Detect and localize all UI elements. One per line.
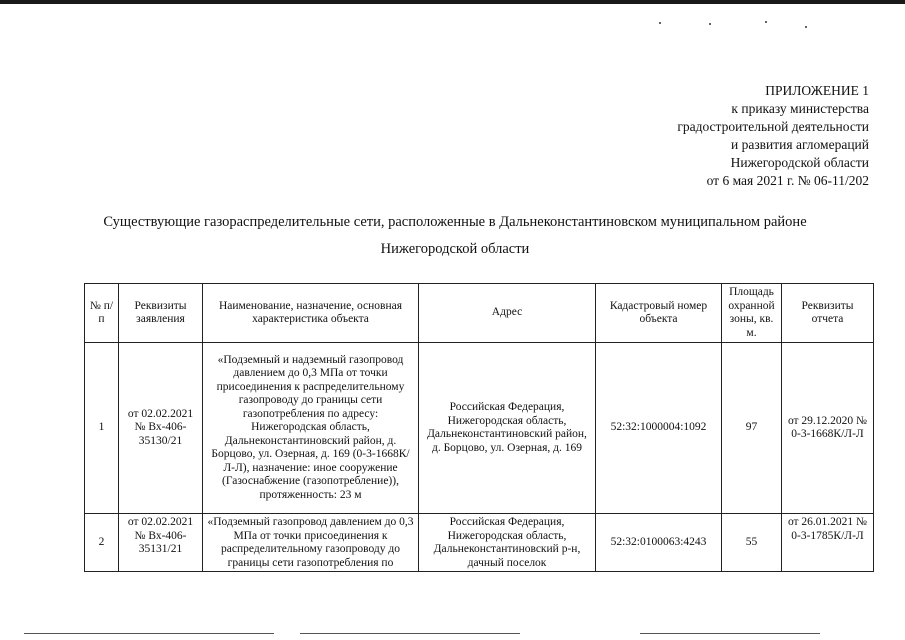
cell-report: от 29.12.2020 № 0-3-1668К/Л-Л [782,343,874,514]
header-area: Площадь охранной зоны, кв. м. [722,284,782,343]
cell-num: 1 [85,343,119,514]
header-request: Реквизиты заявления [119,284,203,343]
appendix-title: ПРИЛОЖЕНИЕ 1 [765,83,869,98]
cell-name: «Подземный газопровод давлением до 0,3 МПа от точки присоединения к распределительному газопроводу до границы сети газопотребления по [203,514,419,572]
cell-area: 55 [722,514,782,572]
cell-area: 97 [722,343,782,514]
table-row [85,514,874,572]
cell-request: от 02.02.2021 № Вх-406-35130/21 [119,343,203,514]
cell-cadastral: 52:32:0100063:4243 [596,514,722,572]
table-row [85,343,874,514]
appendix-ministry: градостроительной деятельности [677,119,869,134]
header-num: № п/п [85,284,119,343]
scan-speck [805,26,807,28]
scan-bottom-rule [300,633,520,634]
cell-num: 2 [85,514,119,572]
appendix-order-date: от 6 мая 2021 г. № 06-11/202 [706,173,869,188]
appendix-ministry-cont: и развития агломераций [730,137,869,152]
appendix-region: Нижегородской области [730,155,869,170]
cell-name: «Подземный и надземный газопровод давлением до 0,3 МПа от точки присоединения к распределительному газопроводу до границы сети газопотребления по адресу: Нижегородская область, Дальнеконстантиновский район, д. Борцово, ул. Озерная, д. 169 (0-3-1668К/Л-Л), назначение: иное сооружение (Газоснабжение (газопотребление)), протяженность: 23 м [203,343,419,514]
table-header-row [85,284,874,343]
header-name: Наименование, назначение, основная характеристика объекта [203,284,419,343]
scan-bottom-rule [640,633,820,634]
scan-speck [765,21,767,23]
appendix-header [539,82,869,190]
scan-bottom-rule [24,633,274,634]
cell-cadastral: 52:32:1000004:1092 [596,343,722,514]
document-title-line1: Существующие газораспределительные сети, расположенные в Дальнеконстантиновском муниципальном районе [103,214,807,230]
scan-speck [659,22,661,24]
header-address: Адрес [419,284,596,343]
scan-top-border [0,0,905,4]
document-title-line2: Нижегородской области [380,241,530,257]
cell-address: Российская Федерация, Нижегородская область, Дальнеконстантиновский район, д. Борцово, ул. Озерная, д. 169 [419,343,596,514]
document-title [60,209,850,263]
gas-network-table [84,283,874,572]
scan-speck [709,23,711,25]
appendix-order-ref: к приказу министерства [731,101,869,116]
header-report: Реквизиты отчета [782,284,874,343]
cell-report: от 26.01.2021 № 0-3-1785К/Л-Л [782,514,874,572]
header-cadastral: Кадастровый номер объекта [596,284,722,343]
cell-request: от 02.02.2021 № Вх-406-35131/21 [119,514,203,572]
cell-address: Российская Федерация, Нижегородская область, Дальнеконстантиновский р-н, дачный поселок [419,514,596,572]
